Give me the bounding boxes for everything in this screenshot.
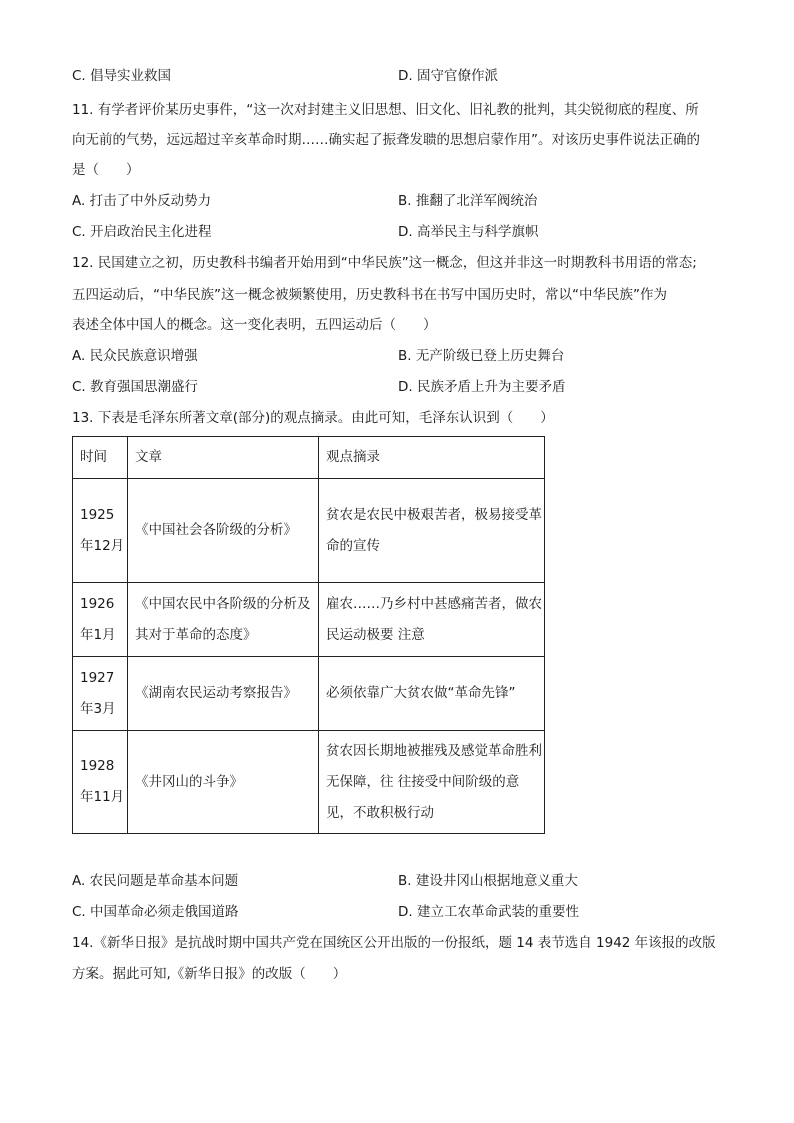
row-time: 1928年11月 <box>73 731 128 834</box>
q12-option-c: C. 教育强国思潮盛行 <box>72 379 199 395</box>
q12-option-b: B. 无产阶级已登上历史舞台 <box>398 348 565 364</box>
q11-options-cd <box>72 222 732 242</box>
row-view: 贫农因长期地被摧残及感觉革命胜利无保障，往 往接受中间阶级的意见，不敢积极行动 <box>319 731 545 834</box>
header-time: 时间 <box>73 437 128 479</box>
table-row <box>73 657 545 731</box>
q10-option-d: D. 固守官僚作派 <box>398 68 498 84</box>
q12-options-cd <box>72 377 732 397</box>
row-view: 贫农是农民中极艰苦者，极易接受革命的宣传 <box>319 479 545 583</box>
q11-stem-line-3: 是（ ） <box>72 162 140 178</box>
q13-option-c: C. 中国革命必须走俄国道路 <box>72 904 239 920</box>
q12-stem-line-1: 12. 民国建立之初，历史教科书编者开始用到“中华民族”这一概念，但这并非这一时期教科书用语的常态; <box>72 255 697 271</box>
q14-stem-line-1: 14.《新华日报》是抗战时期中国共产党在国统区公开出版的一份报纸，题 14 表节选自 1942 年该报的改版 <box>72 935 716 951</box>
q12-stem-line-2: 五四运动后，“中华民族”这一概念被频繁使用，历史教科书在书写中国历史时，常以“中华民族”作为 <box>72 287 667 303</box>
row-time: 1925年12月 <box>73 479 128 583</box>
q11-option-b: B. 推翻了北洋军阀统治 <box>398 193 538 209</box>
q14-stem-line-2: 方案。据此可知,《新华日报》的改版（ ） <box>72 966 347 982</box>
row-time: 1927年3月 <box>73 657 128 731</box>
row-article: 《中国农民中各阶级的分析及其对于革命的态度》 <box>128 583 319 657</box>
q11-option-a: A. 打击了中外反动势力 <box>72 193 212 209</box>
q11-stem-line-1: 11. 有学者评价某历史事件，“这一次对封建主义旧思想、旧文化、旧礼教的批判，其尖锐彻底的程度、所 <box>72 102 699 118</box>
q11-option-c: C. 开启政治民主化进程 <box>72 224 212 240</box>
q13-option-b: B. 建设井冈山根据地意义重大 <box>398 873 578 889</box>
q12-option-a: A. 民众民族意识增强 <box>72 348 198 364</box>
q12-option-d: D. 民族矛盾上升为主要矛盾 <box>398 379 566 395</box>
table-header-row <box>73 437 545 479</box>
q13-options-cd <box>72 902 732 922</box>
q11-options-ab <box>72 191 732 211</box>
header-article: 文章 <box>128 437 319 479</box>
row-view: 雇农……乃乡村中甚感痛苦者，做农民运动极要 注意 <box>319 583 545 657</box>
table-row <box>73 583 545 657</box>
table-row <box>73 479 545 583</box>
q13-stem: 13. 下表是毛泽东所著文章(部分)的观点摘录。由此可知，毛泽东认识到（ ） <box>72 410 554 426</box>
row-time: 1926年1月 <box>73 583 128 657</box>
q12-stem-line-3: 表述全体中国人的概念。这一变化表明，五四运动后（ ） <box>72 317 437 333</box>
q13-table <box>72 436 545 834</box>
q11-option-d: D. 高举民主与科学旗帜 <box>398 224 539 240</box>
row-article: 《中国社会各阶级的分析》 <box>128 479 319 583</box>
q10-options-cd <box>72 66 732 86</box>
table-row <box>73 731 545 834</box>
q11-stem-line-2: 向无前的气势，远远超过辛亥革命时期……确实起了振聋发聩的思想启蒙作用”。对该历史事件说法正确的 <box>72 132 700 148</box>
q12-options-ab <box>72 346 732 366</box>
q13-option-d: D. 建立工农革命武装的重要性 <box>398 904 579 920</box>
header-view: 观点摘录 <box>319 437 545 479</box>
row-view: 必须依靠广大贫农做“革命先锋” <box>319 657 545 731</box>
row-article: 《湖南农民运动考察报告》 <box>128 657 319 731</box>
row-article: 《井冈山的斗争》 <box>128 731 319 834</box>
q13-option-a: A. 农民问题是革命基本问题 <box>72 873 239 889</box>
q13-options-ab <box>72 871 732 891</box>
q10-option-c: C. 倡导实业救国 <box>72 68 172 84</box>
